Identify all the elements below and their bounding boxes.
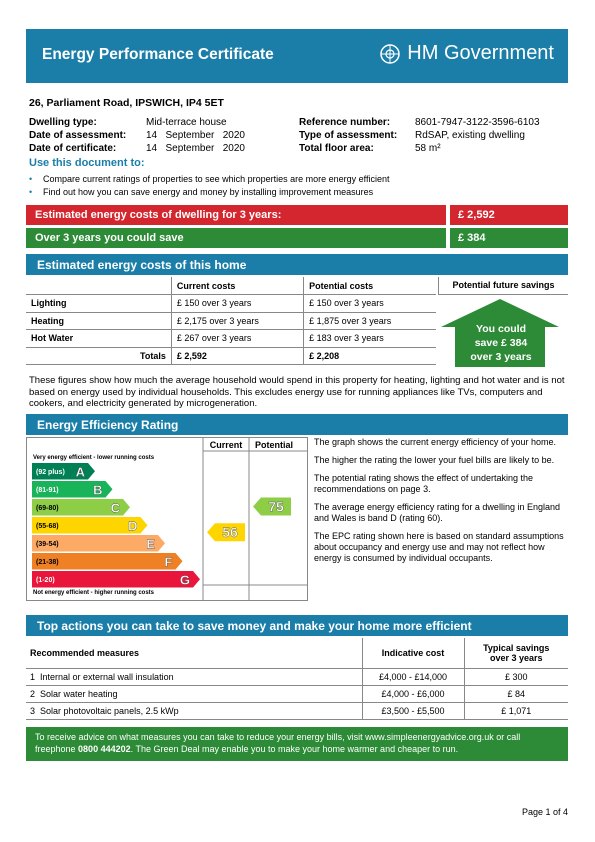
- costs-header-row: [26, 277, 436, 295]
- band-bar: [32, 571, 200, 588]
- col-potential-costs: Potential costs: [304, 277, 436, 295]
- cost-cell: £4,000 - £6,000: [362, 685, 464, 702]
- use-bullets: [29, 173, 390, 199]
- col-typical-savings: [464, 638, 568, 668]
- government-name: HM Government: [407, 42, 554, 64]
- band-letter: C: [110, 500, 120, 516]
- costs-header-blank: [26, 277, 171, 295]
- detail-row: [299, 129, 540, 142]
- efficiency-section-title: Energy Efficiency Rating: [26, 414, 568, 435]
- costs-table: [26, 277, 436, 365]
- row-label: Lighting: [26, 295, 171, 313]
- costs-note: These figures show how much the average household would spend in this property for heating, lighting and hot water and is not based on energy used by individual households. This excludes energy use for running appliances like TVs, computers and cookers, and electricity generated by microgeneration.: [29, 375, 565, 409]
- col-current-label: Current: [209, 440, 243, 450]
- measure-cell: 1 Internal or external wall insulation: [26, 668, 362, 685]
- efficiency-explanation: [314, 437, 570, 571]
- table-row: [26, 685, 568, 702]
- totals-row: [26, 347, 436, 365]
- advice-phone[interactable]: 0800 444202: [78, 744, 131, 754]
- savings-arrow-text: [451, 322, 551, 364]
- band-a: [32, 463, 95, 480]
- savings-value: £ 384: [450, 228, 568, 248]
- row-current: £ 2,175 over 3 years: [171, 312, 303, 330]
- advice-text: . The Green Deal may enable you to make your home warmer and cheaper to run.: [130, 744, 459, 754]
- cost-cell: £4,000 - £14,000: [362, 668, 464, 685]
- row-label: Heating: [26, 312, 171, 330]
- band-letter: E: [146, 536, 155, 552]
- details-left: [29, 116, 245, 155]
- detail-value: Mid-terrace house: [146, 117, 227, 128]
- band-range: (39-54): [36, 541, 59, 548]
- potential-rating: [253, 498, 291, 516]
- potential-rating-value: 75: [268, 498, 284, 515]
- detail-row: [29, 116, 245, 129]
- bullet-item: [29, 173, 390, 186]
- detail-row: [299, 142, 540, 155]
- bullet-item: [29, 186, 390, 199]
- header-banner: [26, 29, 568, 83]
- detail-row: [299, 116, 540, 129]
- band-range: (55-68): [36, 523, 59, 530]
- band-letter: F: [164, 554, 173, 570]
- explanation-paragraph: The graph shows the current energy efficiency of your home.: [314, 437, 556, 447]
- band-letter: G: [179, 572, 190, 588]
- top-note: Very energy efficient - lower running costs: [33, 455, 155, 461]
- totals-label: Totals: [26, 347, 171, 365]
- detail-value: 58 m²: [415, 143, 441, 154]
- savings-label: Over 3 years you could save: [26, 228, 446, 248]
- detail-label: Dwelling type:: [29, 117, 97, 128]
- bullet-text: Compare current ratings of properties to see which properties are more energy efficient: [43, 174, 390, 184]
- saving-cell: £ 1,071: [464, 702, 568, 719]
- advice-text: To receive advice on what measures you can take to reduce your energy bills, visit www.simpleenergyadvice.org.uk or call freephone: [35, 732, 521, 754]
- estimated-costs-label: Estimated energy costs of dwelling for 3 years:: [26, 205, 446, 225]
- page-number: Page 1 of 4: [521, 807, 568, 817]
- band-range: (81-91): [36, 487, 59, 494]
- col-potential-label: Potential: [254, 440, 294, 450]
- savings-line: over 3 years: [470, 351, 532, 363]
- band-range: (21-38): [36, 559, 59, 566]
- band-g: [32, 571, 200, 588]
- totals-current: £ 2,592: [171, 347, 303, 365]
- explanation-paragraph: The EPC rating shown here is based on standard assumptions about occupancy and energy use and may not reflect how energy is consumed by individual occupants.: [314, 531, 564, 563]
- band-letter: B: [93, 482, 103, 498]
- property-address: 26, Parliament Road, IPSWICH, IP4 5ET: [29, 97, 224, 109]
- detail-label: Date of assessment:: [29, 130, 127, 141]
- row-potential: £ 1,875 over 3 years: [304, 312, 436, 330]
- detail-label: Reference number:: [299, 117, 391, 128]
- band-range: (1-20): [36, 577, 55, 584]
- detail-row: [29, 142, 245, 155]
- detail-label: Type of assessment:: [299, 130, 398, 141]
- estimated-costs-bar: [26, 205, 568, 225]
- estimated-costs-value: £ 2,592: [450, 205, 568, 225]
- savings-line: You could: [476, 323, 526, 335]
- col-typical-savings-line: Typical savings: [483, 642, 550, 653]
- detail-value: 14 September 2020: [146, 143, 245, 154]
- col-measures: Recommended measures: [26, 638, 362, 668]
- detail-row: [29, 129, 245, 142]
- measure-cell: 2 Solar water heating: [26, 685, 362, 702]
- col-typical-savings-line: over 3 years: [489, 652, 543, 663]
- page-title: Energy Performance Certificate: [42, 46, 274, 63]
- government-logo: [379, 42, 554, 65]
- detail-label: Total floor area:: [299, 143, 374, 154]
- band-b: [32, 481, 113, 498]
- bullet-icon: •: [29, 174, 33, 184]
- table-row: [26, 312, 436, 330]
- table-row: [26, 330, 436, 348]
- efficiency-chart: [26, 437, 308, 601]
- row-potential: £ 150 over 3 years: [304, 295, 436, 313]
- saving-cell: £ 84: [464, 685, 568, 702]
- current-rating: [207, 523, 245, 541]
- band-c: [32, 499, 130, 516]
- cost-cell: £3,500 - £5,500: [362, 702, 464, 719]
- table-row: [26, 295, 436, 313]
- costs-section-title: Estimated energy costs of this home: [26, 254, 568, 275]
- detail-value: 8601-7947-3122-3596-6103: [415, 117, 540, 128]
- advice-box: [26, 727, 568, 761]
- details-right: [299, 116, 540, 155]
- detail-value: 14 September 2020: [146, 130, 245, 141]
- band-e: [32, 535, 165, 552]
- savings-line: save £ 384: [474, 337, 528, 349]
- band-letter: D: [128, 518, 138, 534]
- row-potential: £ 183 over 3 years: [304, 330, 436, 348]
- explanation-paragraph: The higher the rating the lower your fuel bills are likely to be.: [314, 455, 555, 465]
- band-letter: A: [75, 464, 85, 480]
- explanation-paragraph: The average energy efficiency rating for a dwelling in England and Wales is band D (rating 60).: [314, 502, 560, 523]
- actions-header-row: [26, 638, 568, 668]
- savings-bar: [26, 228, 568, 248]
- col-future-savings: Potential future savings: [438, 277, 568, 295]
- row-label: Hot Water: [26, 330, 171, 348]
- table-row: [26, 668, 568, 685]
- band-f: [32, 553, 183, 570]
- crest-icon: [379, 43, 401, 65]
- bullet-icon: •: [29, 187, 33, 197]
- use-document-title: Use this document to:: [29, 157, 145, 169]
- col-current-costs: Current costs: [171, 277, 303, 295]
- band-range: (92 plus): [36, 469, 65, 476]
- row-current: £ 267 over 3 years: [171, 330, 303, 348]
- table-row: [26, 702, 568, 719]
- actions-table: [26, 638, 568, 720]
- row-current: £ 150 over 3 years: [171, 295, 303, 313]
- detail-value: RdSAP, existing dwelling: [415, 130, 525, 141]
- measure-cell: 3 Solar photovoltaic panels, 2.5 kWp: [26, 702, 362, 719]
- explanation-paragraph: The potential rating shows the effect of undertaking the recommendations on page 3.: [314, 473, 533, 494]
- saving-cell: £ 300: [464, 668, 568, 685]
- current-rating-value: 56: [222, 524, 238, 541]
- bottom-note: Not energy efficient - higher running costs: [33, 590, 155, 596]
- totals-potential: £ 2,208: [304, 347, 436, 365]
- efficiency-chart-svg: [27, 438, 307, 600]
- col-indicative-cost: Indicative cost: [362, 638, 464, 668]
- bullet-text: Find out how you can save energy and money by installing improvement measures: [43, 187, 374, 197]
- band-d: [32, 517, 148, 534]
- band-range: (69-80): [36, 505, 59, 512]
- actions-section-title: Top actions you can take to save money and make your home more efficient: [26, 615, 568, 636]
- detail-label: Date of certificate:: [29, 143, 117, 154]
